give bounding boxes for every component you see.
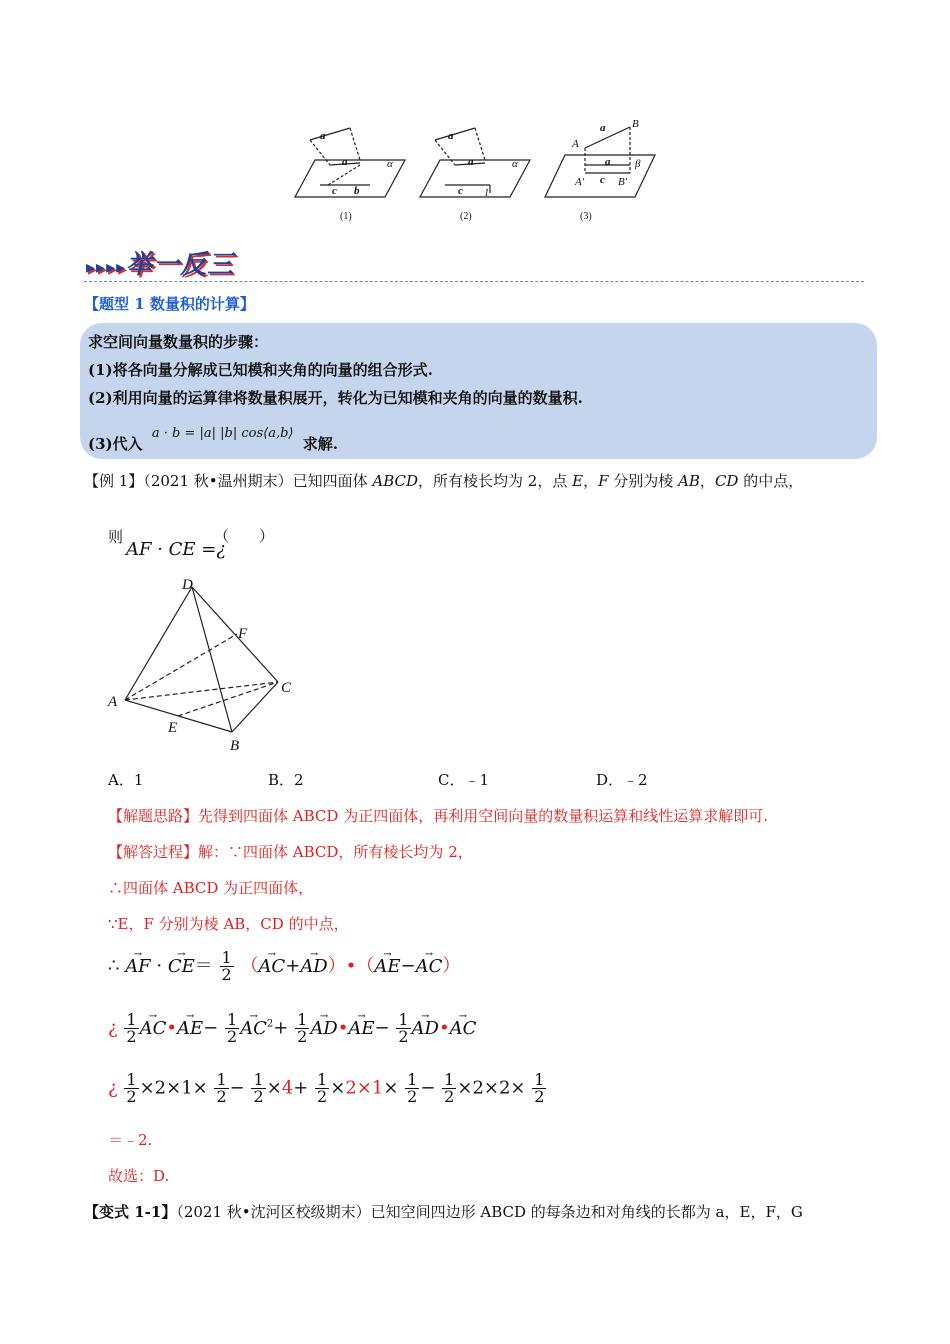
example1-paren: （ ） — [214, 527, 275, 545]
svg-text:β: β — [635, 158, 641, 170]
svg-text:α: α — [387, 158, 393, 170]
svg-text:(2): (2) — [460, 211, 472, 222]
vector-projection-figure — [290, 115, 670, 227]
svg-text:a: a — [342, 156, 348, 168]
svg-text:a: a — [448, 130, 454, 142]
steps-title: 求空间向量数量积的步骤： — [88, 333, 269, 351]
svg-text:A′: A′ — [575, 176, 585, 188]
banner-arrows: ▸▸▸▸ — [86, 257, 127, 278]
svg-text:B: B — [632, 118, 639, 130]
svg-text:E: E — [168, 720, 178, 736]
example1-statement: 【例 1】（2021 秋•温州期末）已知四面体 ABCD，所有棱长均为 2，点 E，F 分别为棱 AB，CD 的中点， — [84, 472, 804, 490]
svg-text:F: F — [238, 626, 248, 642]
section-banner — [86, 244, 234, 281]
solution-math-2: ¿ $\frac{1}{2}$ → AC•→ AE− $\frac{1}{2}$ → $AC^2+$ $\frac{1}{2}$ → AD•→ AE− $\frac{1}{2}$ → AD•→ AC — [108, 1012, 476, 1045]
variant-1-1-statement: 【变式 1-1】（2021 秋•沈河区校级期末）已知空间四边形 ABCD 的每条边和对角线的长都为 a，E，F，G — [84, 1203, 803, 1221]
solution-line-2: ∴四面体 ABCD 为正四面体， — [108, 879, 314, 897]
option-d[interactable]: D．﹣2 — [596, 771, 648, 789]
svg-text:a: a — [605, 156, 611, 168]
steps-line-3: (3)代入 a · b = |a| |b| cos⟨a,b⟩ 求解. — [88, 426, 338, 453]
example1-question: 则 — [108, 528, 124, 546]
svg-text:l: l — [485, 187, 489, 199]
solution-idea: 【解题思路】先得到四面体 ABCD 为正四面体，再利用空间向量的数量积运算和线性运算求解即可. — [108, 807, 768, 825]
svg-text:A: A — [572, 138, 579, 150]
tetrahedron-figure — [100, 572, 300, 754]
option-c[interactable]: C．﹣1 — [438, 771, 490, 789]
svg-text:c: c — [600, 174, 605, 186]
steps-line-2: (2)利用向量的运算律将数量积展开，转化为已知模和夹角的向量的数量积. — [88, 389, 583, 407]
example1-expression: AF · CE =¿ — [126, 539, 227, 560]
solution-math-1: ∴ → AF · → CE＝ $\frac{1}{2}$ （→ AC+→ AD）•（→ AE−→ AC） — [108, 950, 460, 983]
solution-line-3: ∵E，F 分别为棱 AB，CD 的中点， — [108, 915, 349, 933]
option-a[interactable]: A．1 — [108, 771, 144, 789]
steps-line-1: (1)将各向量分解成已知模和夹角的向量的组合形式. — [88, 361, 433, 379]
svg-text:a: a — [468, 156, 474, 168]
banner-divider — [84, 281, 864, 282]
svg-text:b: b — [354, 185, 360, 197]
solution-choice: 故选：D. — [108, 1167, 170, 1185]
steps-box — [80, 323, 877, 459]
svg-text:c: c — [458, 185, 463, 197]
svg-text:B′: B′ — [618, 176, 628, 188]
type1-heading: 【题型 1 数量积的计算】 — [84, 295, 255, 313]
svg-text:(1): (1) — [340, 211, 352, 222]
svg-text:D: D — [182, 577, 193, 593]
option-b[interactable]: B．2 — [268, 771, 304, 789]
solution-process: 【解答过程】解：∵四面体 ABCD，所有棱长均为 2， — [108, 843, 473, 861]
banner-title: 举一反三 — [126, 250, 235, 280]
solution-result: ＝﹣2. — [108, 1131, 153, 1149]
svg-text:c: c — [332, 185, 337, 197]
solution-math-3: ¿ $\frac{1}{2}$ ×2×1× $\frac{1}{2}$ − $\frac{1}{2}$ ×4+ $\frac{1}{2}$ ×2×1× $\frac{1}{2}$ − $\frac{1}{2}$ ×2×2× $\frac{1}{2}$ — [108, 1070, 545, 1106]
svg-text:a: a — [600, 122, 606, 134]
svg-text:A: A — [108, 694, 118, 710]
svg-text:C: C — [281, 680, 292, 696]
dot-product-formula: a · b = |a| |b| cos⟨a,b⟩ — [151, 426, 294, 441]
svg-text:a: a — [320, 130, 326, 142]
svg-text:B: B — [230, 738, 240, 754]
svg-text:(3): (3) — [580, 211, 592, 222]
svg-text:α: α — [512, 158, 518, 170]
